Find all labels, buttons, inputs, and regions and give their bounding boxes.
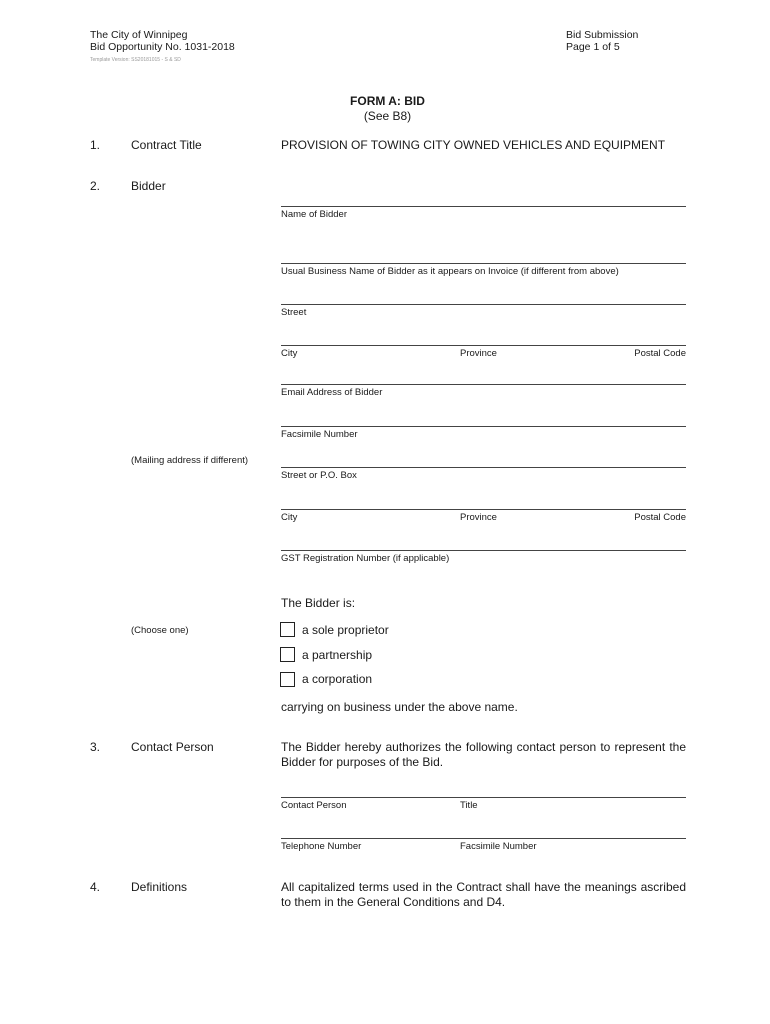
header-page: Page 1 of 5 (566, 41, 620, 53)
usual-business-name-line[interactable] (281, 263, 686, 264)
sole-proprietor-checkbox[interactable] (280, 622, 295, 637)
mailing-postal-code-caption: Postal Code (634, 512, 686, 523)
form-title: FORM A: BID (350, 94, 425, 108)
email-line[interactable] (281, 384, 686, 385)
facsimile-line[interactable] (281, 426, 686, 427)
header-submission: Bid Submission (566, 29, 639, 41)
city-province-postal-line[interactable] (281, 345, 686, 346)
partnership-checkbox[interactable] (280, 647, 295, 662)
name-of-bidder-line[interactable] (281, 206, 686, 207)
postal-code-caption: Postal Code (634, 348, 686, 359)
corporation-label: a corporation (302, 672, 373, 686)
template-version: Template Version: SS20181015 - S & SD (90, 57, 181, 63)
street-line[interactable] (281, 304, 686, 305)
section-3-number: 3. (90, 740, 101, 754)
name-of-bidder-caption: Name of Bidder (281, 209, 348, 220)
corporation-checkbox[interactable] (280, 672, 295, 687)
partnership-label: a partnership (302, 648, 373, 662)
contact-person-text: The Bidder hereby authorizes the following contact person to represent the Bidder for purposes of the Bid. (281, 740, 686, 769)
header-org: The City of Winnipeg (90, 29, 188, 41)
section-2-number: 2. (90, 179, 101, 193)
section-2-label: Bidder (131, 179, 166, 193)
contact-person-caption: Contact Person (281, 800, 347, 811)
contract-title-value: PROVISION OF TOWING CITY OWNED VEHICLES AND EQUIPMENT (281, 138, 666, 152)
province-caption: Province (460, 348, 497, 359)
street-po-box-line[interactable] (281, 467, 686, 468)
bidder-is-label: The Bidder is: (281, 596, 356, 610)
title-caption: Title (460, 800, 478, 811)
sole-proprietor-label: a sole proprietor (302, 623, 389, 637)
city-caption: City (281, 348, 298, 359)
contact-person-title-line[interactable] (281, 797, 686, 798)
section-3-label: Contact Person (131, 740, 214, 754)
email-caption: Email Address of Bidder (281, 387, 383, 398)
mailing-city-province-postal-line[interactable] (281, 509, 686, 510)
usual-business-name-caption: Usual Business Name of Bidder as it appears on Invoice (if different from above) (281, 266, 619, 277)
section-1-number: 1. (90, 138, 101, 152)
street-po-box-caption: Street or P.O. Box (281, 470, 357, 481)
contact-facsimile-caption: Facsimile Number (460, 841, 537, 852)
facsimile-caption: Facsimile Number (281, 429, 358, 440)
form-subtitle: (See B8) (363, 109, 412, 123)
mailing-city-caption: City (281, 512, 298, 523)
choose-one-note: (Choose one) (131, 625, 189, 636)
section-4-label: Definitions (131, 880, 188, 894)
header-bid-opportunity: Bid Opportunity No. 1031-2018 (90, 41, 235, 53)
gst-line[interactable] (281, 550, 686, 551)
mailing-address-note: (Mailing address if different) (131, 455, 249, 466)
section-1-label: Contract Title (131, 138, 202, 152)
mailing-province-caption: Province (460, 512, 497, 523)
carrying-on-text: carrying on business under the above name. (281, 700, 518, 714)
definitions-text: All capitalized terms used in the Contract shall have the meanings ascribed to them in the General Conditions and D4. (281, 880, 686, 909)
street-caption: Street (281, 307, 307, 318)
section-4-number: 4. (90, 880, 101, 894)
telephone-facsimile-line[interactable] (281, 838, 686, 839)
gst-caption: GST Registration Number (if applicable) (281, 553, 450, 564)
telephone-caption: Telephone Number (281, 841, 362, 852)
